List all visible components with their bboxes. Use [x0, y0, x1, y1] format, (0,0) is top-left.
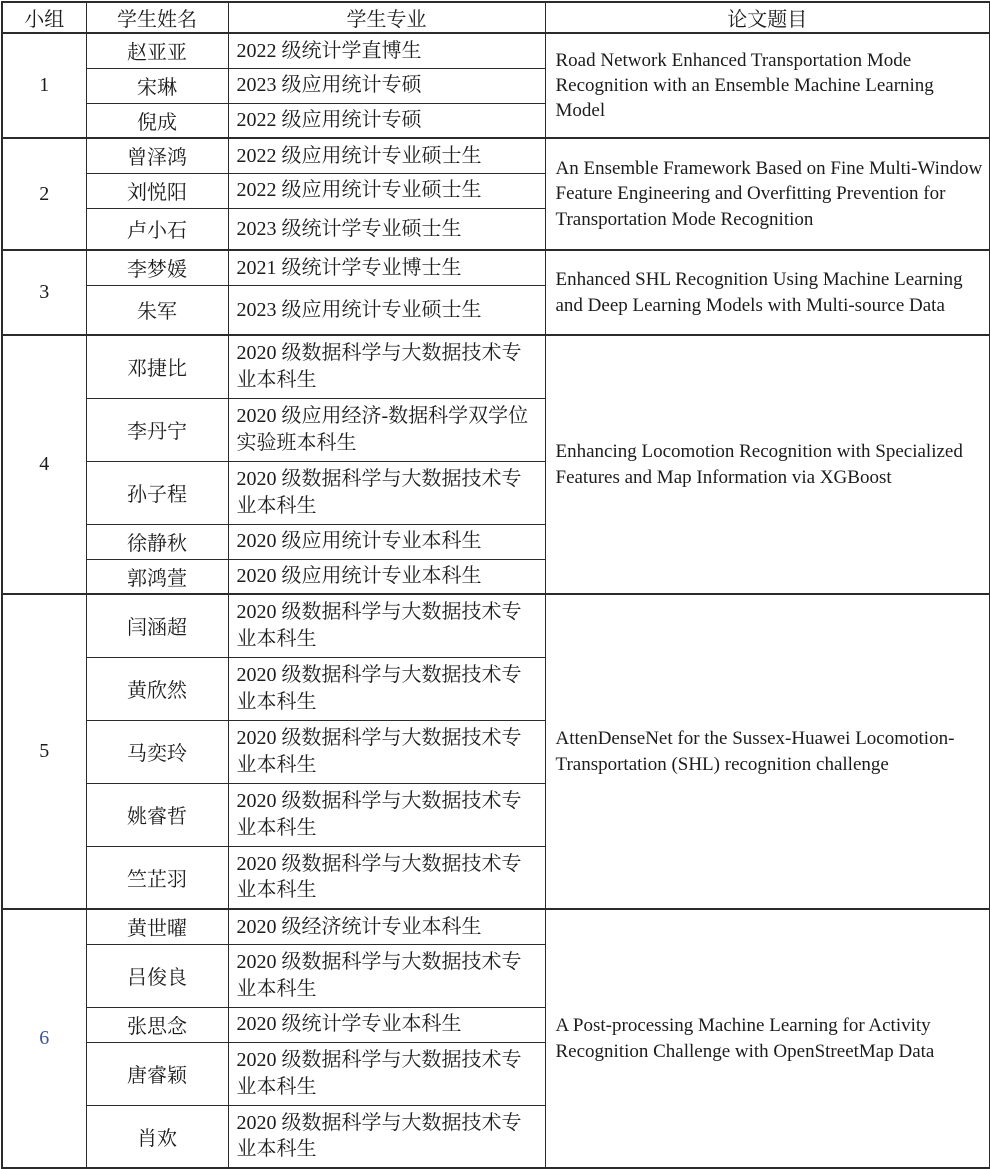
student-name: 吕俊良 [86, 944, 228, 1007]
group-number: 1 [2, 33, 86, 138]
student-major: 2022 级应用统计专硕 [228, 103, 545, 138]
student-major: 2020 级数据科学与大数据技术专业本科生 [228, 783, 545, 846]
student-major: 2020 级应用统计专业本科生 [228, 524, 545, 559]
student-major: 2020 级数据科学与大数据技术专业本科生 [228, 944, 545, 1007]
group-number: 2 [2, 138, 86, 250]
student-name: 姚睿哲 [86, 783, 228, 846]
member-row [2, 594, 990, 657]
student-major: 2020 级数据科学与大数据技术专业本科生 [228, 720, 545, 783]
group-number: 3 [2, 250, 86, 335]
paper-title: Enhanced SHL Recognition Using Machine Learning and Deep Learning Models with Multi-source Data [545, 250, 990, 335]
student-name: 黄欣然 [86, 657, 228, 720]
member-row [2, 909, 990, 944]
student-major: 2022 级应用统计专业硕士生 [228, 138, 545, 173]
student-name: 徐静秋 [86, 524, 228, 559]
student-major: 2023 级应用统计专业硕士生 [228, 285, 545, 335]
student-major: 2020 级数据科学与大数据技术专业本科生 [228, 1042, 545, 1105]
header-paper-title: 论文题目 [545, 2, 990, 33]
student-name: 闫涵超 [86, 594, 228, 657]
member-row [2, 138, 990, 173]
student-major: 2020 级数据科学与大数据技术专业本科生 [228, 461, 545, 524]
group-number: 5 [2, 594, 86, 909]
paper-title: An Ensemble Framework Based on Fine Multi-Window Feature Engineering and Overfitting Prevention for Transportation Mode Recognition [545, 138, 990, 250]
paper-title: A Post-processing Machine Learning for Activity Recognition Challenge with OpenStreetMap Data [545, 909, 990, 1168]
header-student-major: 学生专业 [228, 2, 545, 33]
student-name: 张思念 [86, 1007, 228, 1042]
student-name: 李梦媛 [86, 250, 228, 285]
student-name: 唐睿颖 [86, 1042, 228, 1105]
student-name: 倪成 [86, 103, 228, 138]
student-major: 2021 级统计学专业博士生 [228, 250, 545, 285]
student-name: 刘悦阳 [86, 173, 228, 208]
member-row [2, 33, 990, 68]
student-major: 2020 级统计学专业本科生 [228, 1007, 545, 1042]
student-major: 2020 级数据科学与大数据技术专业本科生 [228, 657, 545, 720]
student-major: 2020 级数据科学与大数据技术专业本科生 [228, 594, 545, 657]
student-name: 竺芷羽 [86, 846, 228, 909]
student-name: 卢小石 [86, 208, 228, 250]
student-paper-table [1, 1, 990, 1169]
member-row [2, 335, 990, 398]
paper-title: Enhancing Locomotion Recognition with Specialized Features and Map Information via XGBoost [545, 335, 990, 594]
student-name: 宋琳 [86, 68, 228, 103]
member-row [2, 250, 990, 285]
student-major: 2020 级数据科学与大数据技术专业本科生 [228, 1105, 545, 1168]
student-major: 2020 级应用统计专业本科生 [228, 559, 545, 594]
group-number: 4 [2, 335, 86, 594]
student-name: 马奕玲 [86, 720, 228, 783]
student-major: 2020 级经济统计专业本科生 [228, 909, 545, 944]
header-row [2, 2, 990, 33]
student-major: 2020 级应用经济-数据科学双学位实验班本科生 [228, 398, 545, 461]
student-name: 李丹宁 [86, 398, 228, 461]
student-major: 2023 级统计学专业硕士生 [228, 208, 545, 250]
group-number: 6 [2, 909, 86, 1168]
student-name: 赵亚亚 [86, 33, 228, 68]
student-name: 肖欢 [86, 1105, 228, 1168]
student-major: 2020 级数据科学与大数据技术专业本科生 [228, 335, 545, 398]
header-group: 小组 [2, 2, 86, 33]
student-major: 2023 级应用统计专硕 [228, 68, 545, 103]
student-major: 2022 级统计学直博生 [228, 33, 545, 68]
student-name: 黄世曜 [86, 909, 228, 944]
student-name: 曾泽鸿 [86, 138, 228, 173]
student-name: 孙子程 [86, 461, 228, 524]
paper-title: Road Network Enhanced Transportation Mode Recognition with an Ensemble Machine Learning Model [545, 33, 990, 138]
paper-title: AttenDenseNet for the Sussex-Huawei Locomotion-Transportation (SHL) recognition challenge [545, 594, 990, 909]
student-name: 邓捷比 [86, 335, 228, 398]
student-major: 2022 级应用统计专业硕士生 [228, 173, 545, 208]
student-name: 郭鸿萱 [86, 559, 228, 594]
student-name: 朱军 [86, 285, 228, 335]
student-major: 2020 级数据科学与大数据技术专业本科生 [228, 846, 545, 909]
header-student-name: 学生姓名 [86, 2, 228, 33]
